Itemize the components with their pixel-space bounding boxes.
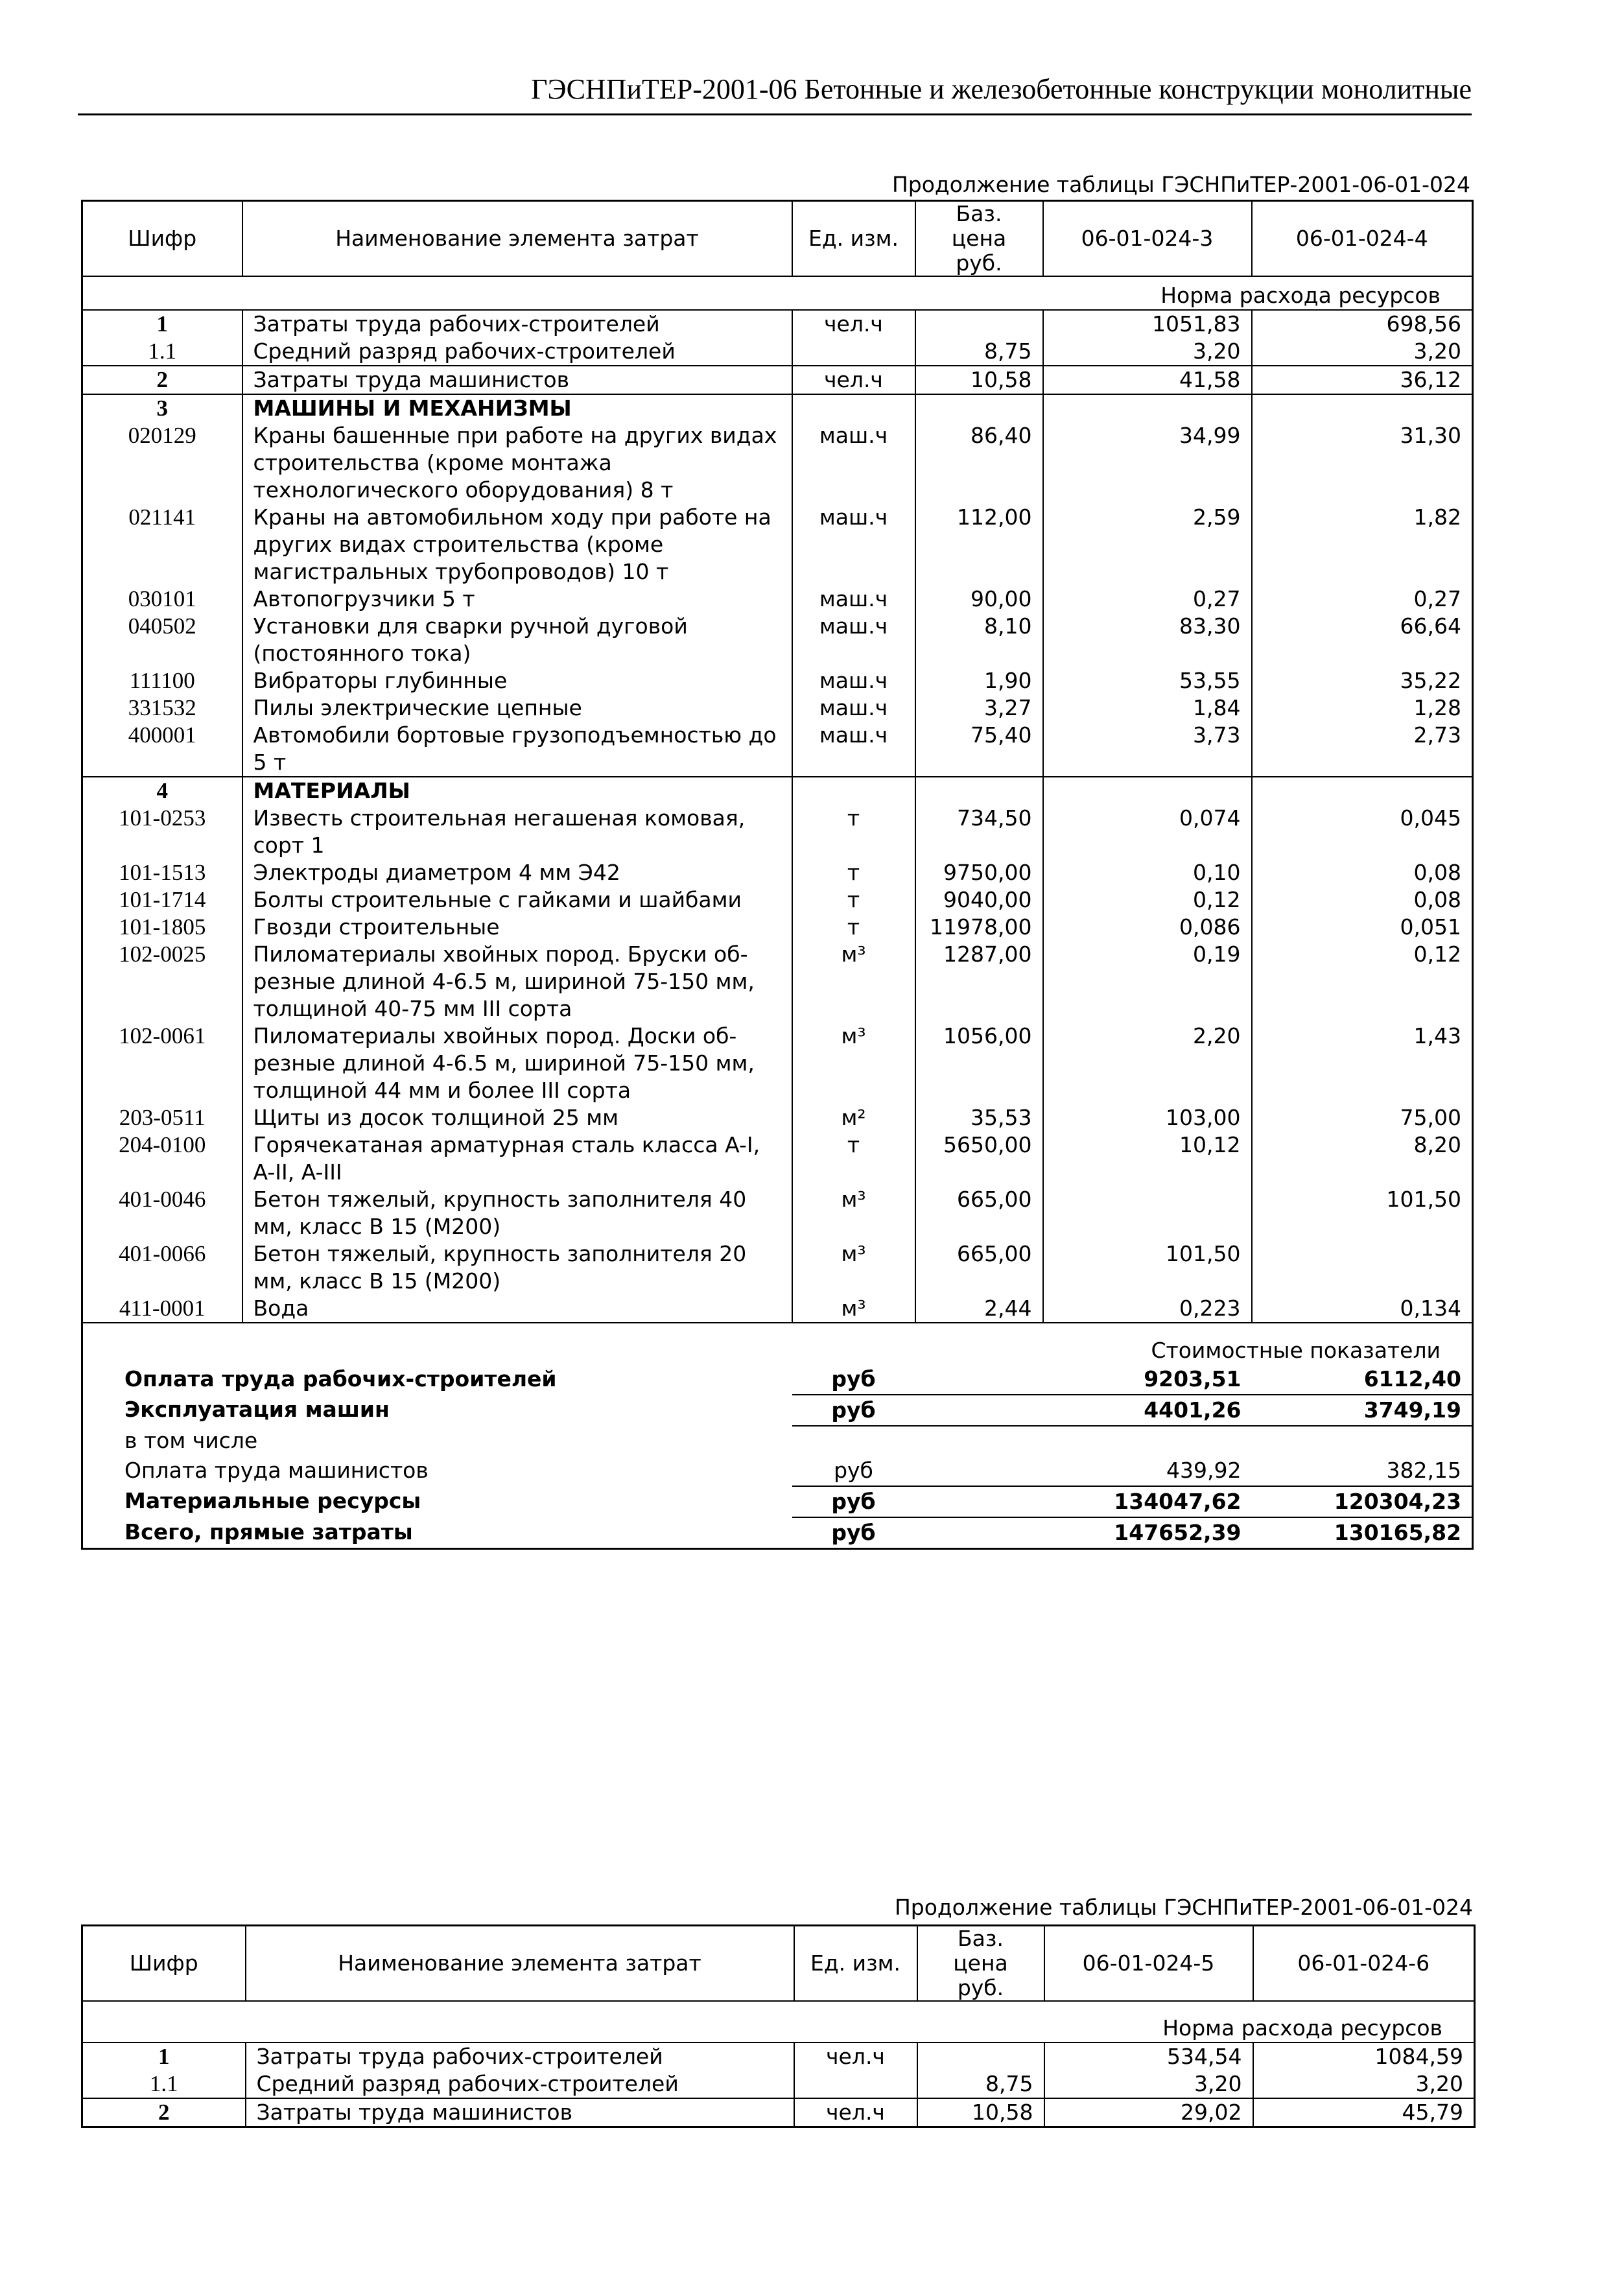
table-row <box>82 1295 1473 1323</box>
header-price: Баз. цена руб. <box>915 201 1043 277</box>
table-row <box>82 805 1473 859</box>
row-name: Электроды диаметром 4 мм Э42 <box>242 859 792 886</box>
row-value-a <box>1043 394 1252 422</box>
row-name: Средний разряд рабочих-строителей <box>242 338 792 366</box>
row-code: 4 <box>82 777 242 805</box>
table-row <box>82 586 1473 613</box>
row-code: 331532 <box>82 694 242 722</box>
row-name: Вода <box>242 1295 792 1323</box>
cost-unit: руб <box>792 1456 915 1486</box>
row-unit: м³ <box>792 1023 915 1104</box>
row-value-a: 34,99 <box>1043 422 1252 504</box>
row-name: Гвозди строительные <box>242 914 792 941</box>
row-code: 102-0025 <box>82 941 242 1023</box>
row-code: 3 <box>82 394 242 422</box>
table-row <box>82 1240 1473 1295</box>
row-value-a: 83,30 <box>1043 613 1252 667</box>
row-price: 10,58 <box>917 2098 1044 2127</box>
cost-price <box>915 1364 1043 1395</box>
row-unit: м³ <box>792 1186 915 1240</box>
header-rule <box>78 113 1472 115</box>
table-row <box>82 504 1473 586</box>
row-value-b <box>1252 777 1473 805</box>
row-unit <box>792 394 915 422</box>
row-name: Пилы электрические цепные <box>242 694 792 722</box>
row-unit: маш.ч <box>792 694 915 722</box>
table-row <box>82 2070 1475 2098</box>
row-code: 021141 <box>82 504 242 586</box>
table-row <box>82 1131 1473 1186</box>
row-value-a: 53,55 <box>1043 667 1252 694</box>
row-unit: маш.ч <box>792 613 915 667</box>
header-price: Баз. цена руб. <box>917 1926 1044 2002</box>
row-value-a: 2,20 <box>1043 1023 1252 1104</box>
row-code: 1.1 <box>82 338 242 366</box>
cost-value-b: 6112,40 <box>1252 1364 1473 1395</box>
cost-label-cell: Оплата труда машинистов <box>124 1458 429 1483</box>
row-value-b: 698,56 <box>1386 311 1461 337</box>
table-row <box>82 1023 1473 1104</box>
row-value-b: 0,051 <box>1400 914 1461 940</box>
row-value-b <box>1252 394 1473 422</box>
row-code: 030101 <box>82 586 242 613</box>
cost-value-a: 439,92 <box>1043 1456 1252 1486</box>
row-value-b: 1,28 <box>1413 695 1461 720</box>
row-unit: маш.ч <box>792 422 915 504</box>
cost-value-b: 382,15 <box>1252 1456 1473 1486</box>
row-price: 2,44 <box>915 1295 1043 1323</box>
row-name: Установки для сварки ручной дуговой (постоянного тока) <box>242 613 792 667</box>
row-value-b: 1084,59 <box>1374 2044 1463 2069</box>
row-value-a: 3,73 <box>1043 722 1252 777</box>
cost-value-b <box>1252 1426 1473 1456</box>
row-value-a: 0,27 <box>1043 586 1252 613</box>
row-value-a: 3,20 <box>1043 338 1252 366</box>
table2-caption: Продолжение таблицы ГЭСНПиТЕР-2001-06-01-024 <box>894 1895 1473 1920</box>
row-unit: маш.ч <box>792 722 915 777</box>
cost-row <box>82 1486 1473 1517</box>
cost-row <box>82 1364 1473 1395</box>
cost-label-cell: Эксплуатация машин <box>124 1397 390 1422</box>
header-col-b: 06-01-024-6 <box>1253 1926 1475 2002</box>
row-value-b: 1,43 <box>1413 1023 1461 1048</box>
row-price: 3,27 <box>915 694 1043 722</box>
header-col-a: 06-01-024-3 <box>1043 201 1252 277</box>
row-value-b: 8,20 <box>1413 1132 1461 1157</box>
cost-label-cell: в том числе <box>124 1428 258 1453</box>
row-name: Автомобили бортовые грузоподъемностью до 5 т <box>242 722 792 777</box>
table-row <box>82 859 1473 886</box>
row-price: 8,75 <box>915 338 1043 366</box>
cost-price <box>915 1395 1043 1426</box>
cost-label-cell: Всего, прямые затраты <box>124 1519 413 1545</box>
row-value-b: 0,08 <box>1413 860 1461 885</box>
cost-unit: руб <box>792 1517 915 1549</box>
row-unit: маш.ч <box>792 667 915 694</box>
row-unit: м³ <box>792 1295 915 1323</box>
row-code: 101-0253 <box>82 805 242 859</box>
row-code: 1 <box>82 310 242 338</box>
row-price: 9040,00 <box>915 886 1043 914</box>
header-name: Наименование элемента затрат <box>246 1926 794 2002</box>
row-unit: т <box>792 859 915 886</box>
row-name: Вибраторы глубинные <box>242 667 792 694</box>
cost-value-a: 134047,62 <box>1043 1486 1252 1517</box>
header-unit: Ед. изм. <box>794 1926 917 2002</box>
table-row <box>82 310 1473 338</box>
row-value-b: 2,73 <box>1413 722 1461 748</box>
row-name: МАШИНЫ И МЕХАНИЗМЫ <box>242 394 792 422</box>
row-name: Краны на автомобильном ходу при работе на других видах строительства (кроме магистральных трубопроводов) 10 т <box>242 504 792 586</box>
table-row <box>82 394 1473 422</box>
cost-value-a: 4401,26 <box>1043 1395 1252 1426</box>
row-price: 8,75 <box>917 2070 1044 2098</box>
row-code: 1 <box>82 2042 246 2070</box>
table1-costs <box>82 1323 1473 1549</box>
row-code: 2 <box>82 2098 246 2127</box>
row-code: 401-0046 <box>82 1186 242 1240</box>
cost-value-b: 3749,19 <box>1252 1395 1473 1426</box>
row-unit: чел.ч <box>794 2098 917 2127</box>
row-name: Автопогрузчики 5 т <box>242 586 792 613</box>
cost-value-b: 120304,23 <box>1252 1486 1473 1517</box>
row-price: 35,53 <box>915 1104 1043 1131</box>
row-value-b <box>1252 1240 1473 1295</box>
row-value-b: 101,50 <box>1386 1187 1461 1212</box>
row-value-b: 0,08 <box>1413 887 1461 912</box>
row-unit <box>794 2070 917 2098</box>
cost-row <box>82 1456 1473 1486</box>
row-value-a: 2,59 <box>1043 504 1252 586</box>
row-price <box>917 2042 1044 2070</box>
row-name: Затраты труда машинистов <box>242 366 792 394</box>
row-unit: маш.ч <box>792 504 915 586</box>
norm-label: Норма расхода ресурсов <box>82 2001 1475 2042</box>
resource-table-2 <box>81 1924 1476 2128</box>
row-value-a: 29,02 <box>1044 2098 1253 2127</box>
cost-label-cell: Материальные ресурсы <box>124 1488 421 1513</box>
row-unit: м³ <box>792 941 915 1023</box>
row-name: Средний разряд рабочих-строителей <box>246 2070 794 2098</box>
row-value-a: 10,12 <box>1043 1131 1252 1186</box>
row-price: 11978,00 <box>915 914 1043 941</box>
row-code: 401-0066 <box>82 1240 242 1295</box>
cost-unit: руб <box>792 1364 915 1395</box>
cost-unit <box>792 1426 915 1456</box>
table-row <box>82 722 1473 777</box>
row-name: Бетон тяжелый, крупность заполнителя 40 мм, класс В 15 (М200) <box>242 1186 792 1240</box>
row-code: 203-0511 <box>82 1104 242 1131</box>
cost-label: Стоимостные показатели <box>82 1323 1473 1364</box>
row-price: 734,50 <box>915 805 1043 859</box>
row-price: 10,58 <box>915 366 1043 394</box>
row-name: Затраты труда рабочих-строителей <box>246 2042 794 2070</box>
cost-label-cell: Оплата труда рабочих-строителей <box>124 1366 557 1391</box>
row-price <box>915 394 1043 422</box>
row-code: 400001 <box>82 722 242 777</box>
row-name: Краны башенные при работе на других видах строительства (кроме монтажа технологического оборудования) 8 т <box>242 422 792 504</box>
row-name: Болты строительные с гайками и шайбами <box>242 886 792 914</box>
table-row <box>82 2042 1475 2070</box>
row-price: 86,40 <box>915 422 1043 504</box>
row-value-a: 1,84 <box>1043 694 1252 722</box>
row-value-b: 35,22 <box>1400 668 1461 693</box>
row-price: 9750,00 <box>915 859 1043 886</box>
header-col-a: 06-01-024-5 <box>1044 1926 1253 2002</box>
row-value-b: 45,79 <box>1253 2098 1475 2127</box>
table-row <box>82 2098 1475 2127</box>
row-name: Пиломатериалы хвойных пород. Доски об-резные длиной 4-6.5 м, шириной 75-150 мм, толщиной 44 мм и более III сорта <box>242 1023 792 1104</box>
header-name: Наименование элемента затрат <box>242 201 792 277</box>
row-value-a: 0,223 <box>1043 1295 1252 1323</box>
row-value-b: 0,27 <box>1413 586 1461 611</box>
row-value-a: 0,19 <box>1043 941 1252 1023</box>
row-code: 020129 <box>82 422 242 504</box>
cost-price <box>915 1517 1043 1549</box>
row-price: 112,00 <box>915 504 1043 586</box>
row-price: 75,40 <box>915 722 1043 777</box>
row-value-a: 101,50 <box>1043 1240 1252 1295</box>
cost-unit: руб <box>792 1395 915 1426</box>
row-name: Затраты труда машинистов <box>246 2098 794 2127</box>
table-row <box>82 667 1473 694</box>
row-value-a: 1051,83 <box>1043 310 1252 338</box>
cost-row <box>82 1395 1473 1426</box>
row-value-b: 66,64 <box>1400 613 1461 639</box>
table-row <box>82 914 1473 941</box>
table2-body <box>82 2001 1475 2127</box>
row-price: 1056,00 <box>915 1023 1043 1104</box>
table1-caption: Продолжение таблицы ГЭСНПиТЕР-2001-06-01-024 <box>891 172 1470 197</box>
row-price: 8,10 <box>915 613 1043 667</box>
row-unit: м³ <box>792 1240 915 1295</box>
row-price <box>915 310 1043 338</box>
row-unit: т <box>792 1131 915 1186</box>
row-price: 665,00 <box>915 1186 1043 1240</box>
row-value-b: 3,20 <box>1413 338 1461 364</box>
row-code: 411-0001 <box>82 1295 242 1323</box>
row-code: 111100 <box>82 667 242 694</box>
row-name: МАТЕРИАЛЫ <box>242 777 792 805</box>
row-value-a: 0,074 <box>1043 805 1252 859</box>
row-value-a: 103,00 <box>1043 1104 1252 1131</box>
row-code: 040502 <box>82 613 242 667</box>
norm-label: Норма расхода ресурсов <box>82 276 1473 310</box>
row-value-b: 3,20 <box>1415 2071 1463 2096</box>
row-value-a: 41,58 <box>1043 366 1252 394</box>
header-code: Шифр <box>82 201 242 277</box>
row-name: Бетон тяжелый, крупность заполнителя 20 мм, класс В 15 (М200) <box>242 1240 792 1295</box>
row-unit <box>792 777 915 805</box>
row-value-a: 3,20 <box>1044 2070 1253 2098</box>
row-code: 101-1714 <box>82 886 242 914</box>
page-header: ГЭСНПиТЕР-2001-06 Бетонные и железобетонные конструкции монолитные <box>531 73 1472 105</box>
cost-value-a: 147652,39 <box>1043 1517 1252 1549</box>
table-row <box>82 338 1473 366</box>
row-name: Затраты труда рабочих-строителей <box>242 310 792 338</box>
row-unit <box>792 338 915 366</box>
table-row <box>82 941 1473 1023</box>
row-unit: т <box>792 805 915 859</box>
row-unit: м² <box>792 1104 915 1131</box>
cost-price <box>915 1456 1043 1486</box>
cost-row <box>82 1426 1473 1456</box>
cost-price <box>915 1426 1043 1456</box>
table-row <box>82 613 1473 667</box>
table-row <box>82 777 1473 805</box>
row-price: 90,00 <box>915 586 1043 613</box>
row-unit: чел.ч <box>792 366 915 394</box>
table-row <box>82 694 1473 722</box>
row-value-b: 0,12 <box>1413 941 1461 967</box>
row-name: Горячекатаная арматурная сталь класса A-I, A-II, A-III <box>242 1131 792 1186</box>
cost-value-b: 130165,82 <box>1252 1517 1473 1549</box>
row-unit: маш.ч <box>792 586 915 613</box>
row-value-b: 1,82 <box>1413 504 1461 530</box>
row-code: 204-0100 <box>82 1131 242 1186</box>
row-price: 5650,00 <box>915 1131 1043 1186</box>
table-row <box>82 366 1473 394</box>
row-name: Пиломатериалы хвойных пород. Бруски об-резные длиной 4-6.5 м, шириной 75-150 мм, толщиной 40-75 мм III сорта <box>242 941 792 1023</box>
row-code: 102-0061 <box>82 1023 242 1104</box>
row-unit: чел.ч <box>792 310 915 338</box>
row-code: 2 <box>82 366 242 394</box>
row-value-a: 534,54 <box>1044 2042 1253 2070</box>
row-unit: чел.ч <box>794 2042 917 2070</box>
table1-body <box>82 276 1473 1323</box>
row-value-a: 0,12 <box>1043 886 1252 914</box>
row-value-a <box>1043 777 1252 805</box>
row-code: 101-1513 <box>82 859 242 886</box>
resource-table-1 <box>81 200 1474 1550</box>
table-row <box>82 1186 1473 1240</box>
row-value-b: 75,00 <box>1400 1105 1461 1130</box>
cost-price <box>915 1486 1043 1517</box>
row-price: 1,90 <box>915 667 1043 694</box>
row-value-b: 31,30 <box>1400 423 1461 448</box>
row-unit: т <box>792 914 915 941</box>
row-price: 665,00 <box>915 1240 1043 1295</box>
row-value-a: 0,10 <box>1043 859 1252 886</box>
header-col-b: 06-01-024-4 <box>1252 201 1473 277</box>
table-row <box>82 422 1473 504</box>
row-value-b: 36,12 <box>1252 366 1473 394</box>
cost-row <box>82 1517 1473 1549</box>
row-value-b: 0,045 <box>1400 805 1461 831</box>
row-code: 101-1805 <box>82 914 242 941</box>
header-code: Шифр <box>82 1926 246 2002</box>
header-unit: Ед. изм. <box>792 201 915 277</box>
row-price <box>915 777 1043 805</box>
row-unit: т <box>792 886 915 914</box>
row-code: 1.1 <box>82 2070 246 2098</box>
cost-value-a <box>1043 1426 1252 1456</box>
cost-value-a: 9203,51 <box>1043 1364 1252 1395</box>
table-row <box>82 1104 1473 1131</box>
row-price: 1287,00 <box>915 941 1043 1023</box>
row-value-b: 0,134 <box>1400 1296 1461 1321</box>
cost-unit: руб <box>792 1486 915 1517</box>
row-value-a <box>1043 1186 1252 1240</box>
table-row <box>82 886 1473 914</box>
row-name: Известь строительная негашеная комовая, сорт 1 <box>242 805 792 859</box>
row-value-a: 0,086 <box>1043 914 1252 941</box>
row-name: Щиты из досок толщиной 25 мм <box>242 1104 792 1131</box>
